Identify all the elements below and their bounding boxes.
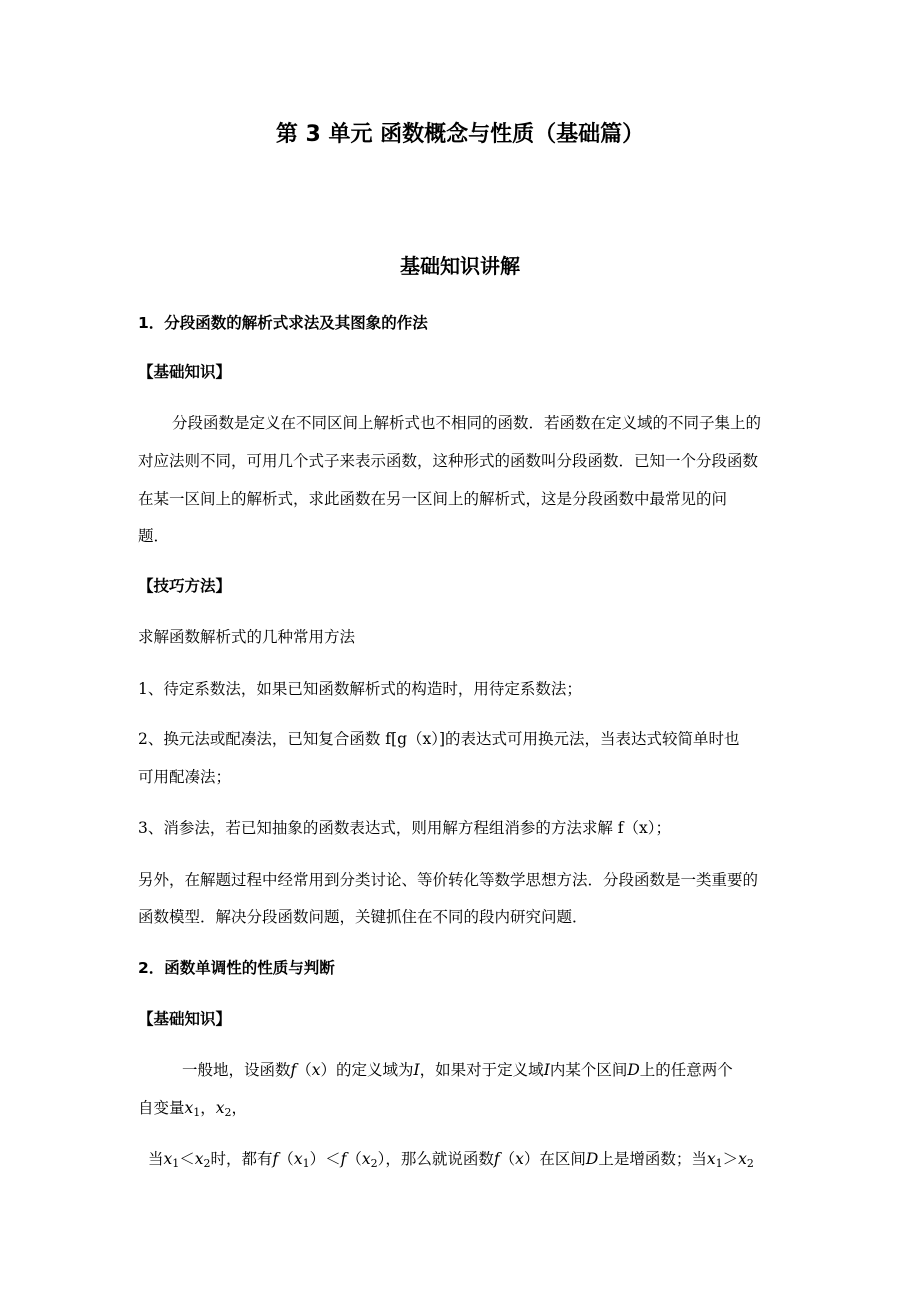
paragraph-line: 对应法则不同，可用几个式子来表示函数，这种形式的函数叫分段函数．已知一个分段函数 (138, 452, 759, 470)
definition-line-2: 自变量$x_1$，$x_2$， (138, 1099, 248, 1119)
method-intro: 求解函数解析式的几种常用方法 (138, 628, 356, 646)
definition-line-1: 一般地，设函数f（x）的定义域为I，如果对于定义域I内某个区间D上的任意两个 (182, 1061, 733, 1079)
section1-heading: 1．分段函数的解析式求法及其图象的作法 (138, 314, 428, 332)
method-item-1: 1、待定系数法，如果已知函数解析式的构造时，用待定系数法； (138, 680, 582, 698)
method-item-2-cont: 可用配凑法； (138, 768, 232, 786)
definition-line-3: 当$x_1<x_2$时，都有$f(x_1)<f(x_2)$，那么就说函数f（x）在区间D上是增函数；当$x_1>x_2$ (148, 1150, 754, 1170)
page-title: 第 3 单元 函数概念与性质（基础篇） (275, 122, 645, 147)
paragraph-line: 另外，在解题过程中经常用到分类讨论、等价转化等数学思想方法．分段函数是一类重要的 (138, 871, 759, 889)
section1-method-label: 【技巧方法】 (138, 577, 232, 595)
paragraph-line: 分段函数是定义在不同区间上解析式也不相同的函数．若函数在定义域的不同子集上的 (172, 414, 762, 432)
paragraph-line: 在某一区间上的解析式，求此函数在另一区间上的解析式，这是分段函数中最常见的问 (138, 490, 728, 508)
method-item-3: 3、消参法，若已知抽象的函数表达式，则用解方程组消参的方法求解 f（x）； (138, 819, 672, 837)
paragraph-line: 函数模型．解决分段函数问题，关键抓住在不同的段内研究问题． (138, 908, 588, 926)
method-item-2: 2、换元法或配凑法，已知复合函数 f[g（x）]的表达式可用换元法，当表达式较简单时也 (138, 730, 740, 748)
section-title: 基础知识讲解 (400, 254, 520, 278)
paragraph-line: 题． (138, 527, 170, 545)
section2-heading: 2．函数单调性的性质与判断 (138, 959, 335, 977)
section2-basic-label: 【基础知识】 (138, 1010, 232, 1028)
section1-basic-label: 【基础知识】 (138, 363, 232, 381)
